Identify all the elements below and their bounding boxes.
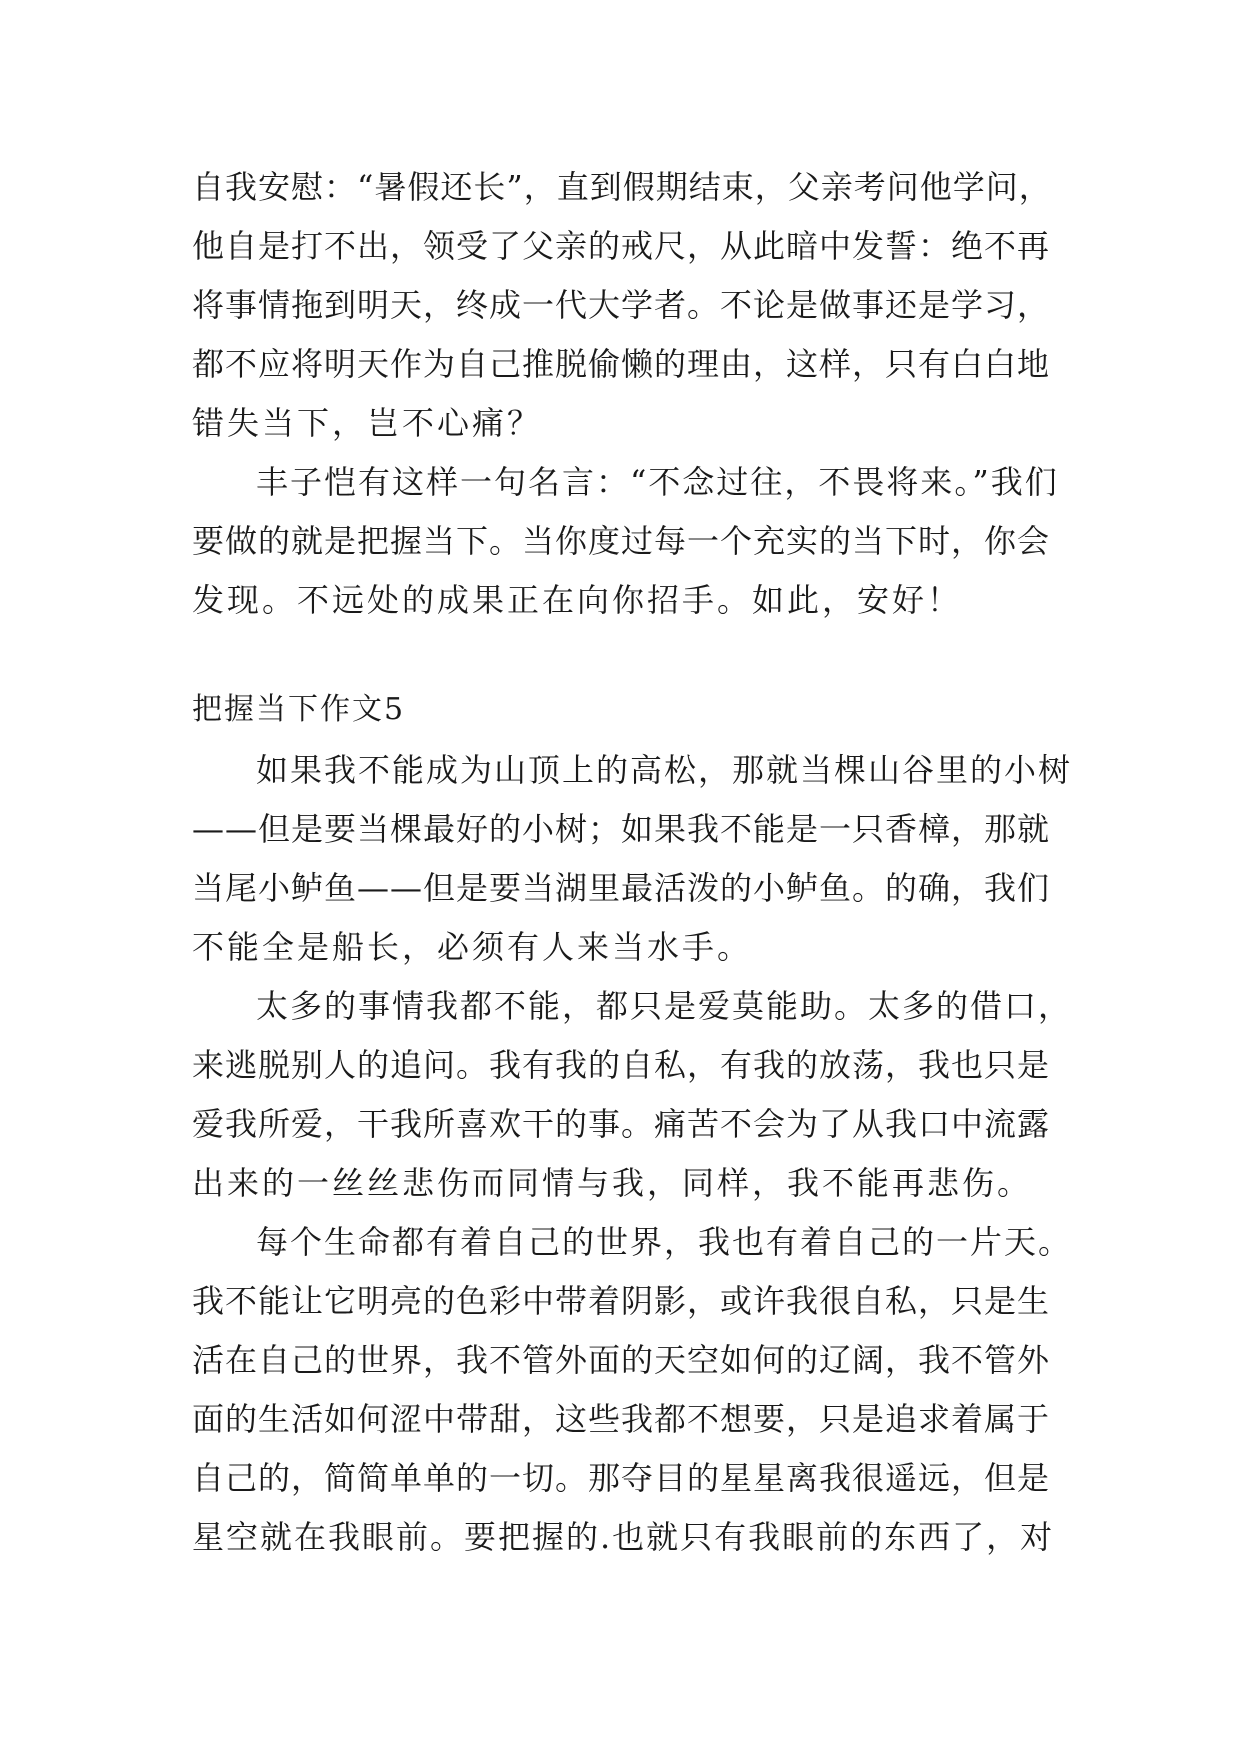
paragraph-line: 发现。不远处的成果正在向你招手。如此，安好！ <box>192 581 963 619</box>
paragraph-line: 活在自己的世界，我不管外面的天空如何的辽阔，我不管外 <box>192 1341 1051 1379</box>
essay-title: 把握当下作文5 <box>192 692 406 727</box>
paragraph-line: 面的生活如何涩中带甜，这些我都不想要，只是追求着属于 <box>192 1400 1051 1438</box>
paragraph-line: 自我安慰：“暑假还长”，直到假期结束，父亲考问他学问， <box>192 168 1052 206</box>
paragraph-line: 出来的一丝丝悲伤而同情与我，同样，我不能再悲伤。 <box>192 1164 1033 1202</box>
paragraph-line: 每个生命都有着自己的世界，我也有着自己的一片天。 <box>256 1223 1073 1261</box>
paragraph-line: 自己的，简简单单的一切。那夺目的星星离我很遥远，但是 <box>192 1459 1051 1497</box>
paragraph-line: 将事情拖到明天，终成一代大学者。不论是做事还是学习， <box>192 286 1051 324</box>
paragraph-line: 当尾小鲈鱼——但是要当湖里最活泼的小鲈鱼。的确，我们 <box>192 869 1051 907</box>
paragraph-line: ——但是要当棵最好的小树；如果我不能是一只香樟，那就 <box>192 810 1051 848</box>
paragraph-line: 太多的事情我都不能，都只是爱莫能助。太多的借口， <box>256 987 1073 1025</box>
paragraph-line: 我不能让它明亮的色彩中带着阴影，或许我很自私，只是生 <box>192 1282 1051 1320</box>
paragraph-line: 丰子恺有这样一句名言：“不念过往，不畏将来。”我们 <box>256 463 1059 501</box>
paragraph-line: 错失当下，岂不心痛？ <box>192 404 543 442</box>
paragraph-line: 来逃脱别人的追问。我有我的自私，有我的放荡，我也只是 <box>192 1046 1051 1084</box>
paragraph-line: 爱我所爱，干我所喜欢干的事。痛苦不会为了从我口中流露 <box>192 1105 1051 1143</box>
paragraph-line: 都不应将明天作为自己推脱偷懒的理由，这样，只有白白地 <box>192 345 1051 383</box>
paragraph-line: 如果我不能成为山顶上的高松，那就当棵山谷里的小树 <box>256 751 1073 789</box>
paragraph-line: 星空就在我眼前。要把握的.也就只有我眼前的东西了，对 <box>192 1518 1055 1556</box>
paragraph-line: 要做的就是把握当下。当你度过每一个充实的当下时，你会 <box>192 522 1051 560</box>
paragraph-line: 不能全是船长，必须有人来当水手。 <box>192 928 753 966</box>
paragraph-line: 他自是打不出，领受了父亲的戒尺，从此暗中发誓：绝不再 <box>192 227 1051 265</box>
